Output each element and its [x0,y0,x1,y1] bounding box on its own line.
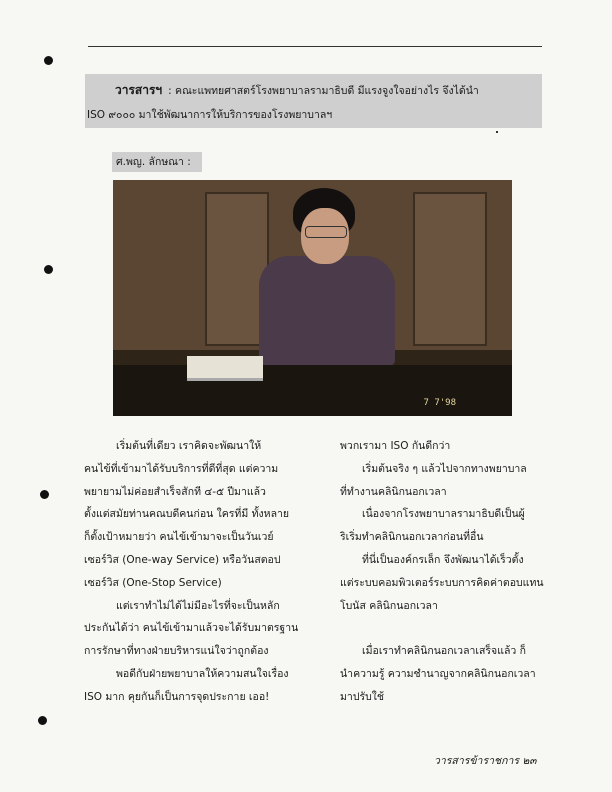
left-column-line: พยายามไม่ค่อยสำเร็จสักที ๔-๕ ปีมาแล้ว [84,485,266,498]
right-column-line: มาปรับใช้ [340,690,385,703]
right-column-line: เนื่องจากโรงพยาบาลรามาธิบดีเป็นผู้ [362,508,525,521]
right-column-line: พวกเรามา ISO กันดีกว่า [340,440,451,452]
question-line-1: : คณะแพทยศาสตร์โรงพยาบาลรามาธิบดี มีแรงจูงใจอย่างไร จึงได้นำ [168,85,479,97]
header-rule [88,46,542,47]
right-column-line: นำความรู้ ความชำนาญจากคลินิกนอกเวลา [340,667,536,680]
binder-hole [44,265,53,274]
photo-person-glasses [305,226,347,238]
left-column-line: เซอร์วิส (One-way Service) หรือวันสตอป [84,553,281,566]
left-column-line: แต่เราทำไม่ได้ไม่มีอะไรที่จะเป็นหลัก [116,599,280,612]
left-column-line: ก็ตั้งเป้าหมายว่า คนไข้เข้ามาจะเป็นวันเวย์ [84,531,274,544]
right-column-line: ที่ทำงานคลินิกนอกเวลา [340,485,447,498]
right-column-line: โบนัส คลินิกนอกเวลา [340,599,438,612]
left-column-line: เซอร์วิส (One-Stop Service) [84,576,222,589]
right-column-line: ริเริ่มทำคลินิกนอกเวลาก่อนที่อื่น [340,531,484,544]
left-column-line: ISO มาก คุยกันก็เป็นการจุดประกาย เออ! [84,690,270,703]
photo-papers [187,356,263,381]
photo-door-panel [413,192,487,346]
right-column-line: ที่นี่เป็นองค์กรเล็ก จึงพัฒนาได้เร็วตั้ง [362,553,524,566]
binder-hole [44,56,53,65]
left-column-line: พอดีกับฝ่ายพยาบาลให้ความสนใจเรื่อง [116,667,289,680]
left-column-line: การรักษาที่ทางฝ่ายบริหารแน่ใจว่าถูกต้อง [84,645,269,658]
left-column-line: เริ่มต้นที่เดียว เราคิดจะพัฒนาให้ [116,440,262,452]
question-line-2: ISO ๙๐๐๐ มาใช้พัฒนาการให้บริการของโรงพยาบาลฯ [87,109,333,121]
question-box [85,74,542,128]
interview-photo [113,180,512,416]
answer-label: ศ.พญ. ลักษณา : [112,152,202,172]
binder-hole [38,716,47,725]
left-column-line: คนไข้ที่เข้ามาได้รับบริการที่ดีที่สุด แต่ความ [84,462,279,475]
left-column [84,435,298,709]
right-column-line: เมื่อเราทำคลินิกนอกเวลาเสร็จแล้ว ก็ [362,645,526,658]
photo-desk [113,365,512,416]
stray-mark [496,131,498,133]
left-column-line: ตั้งแต่สมัยท่านคณบดีคนก่อน ใครที่มี ทั้งหลาย [84,508,290,521]
question-label: วารสารฯ [115,83,163,97]
left-column-line: ประกันได้ว่า คนไข้เข้ามาแล้วจะได้รับมาตรฐาน [84,622,299,635]
right-column-line [340,617,544,640]
binder-hole [40,490,49,499]
photo-date-stamp: 7 7'98 [423,398,456,408]
right-column-line: แต่ระบบคอมพิวเตอร์ระบบการคิดค่าตอบแทน [340,576,544,589]
photo-person-body [259,256,395,366]
right-column [340,435,544,709]
right-column-line: เริ่มต้นจริง ๆ แล้วไปจากทางพยาบาล [362,462,527,475]
page-footer: วารสารข้าราชการ ๒๓ [434,755,537,767]
